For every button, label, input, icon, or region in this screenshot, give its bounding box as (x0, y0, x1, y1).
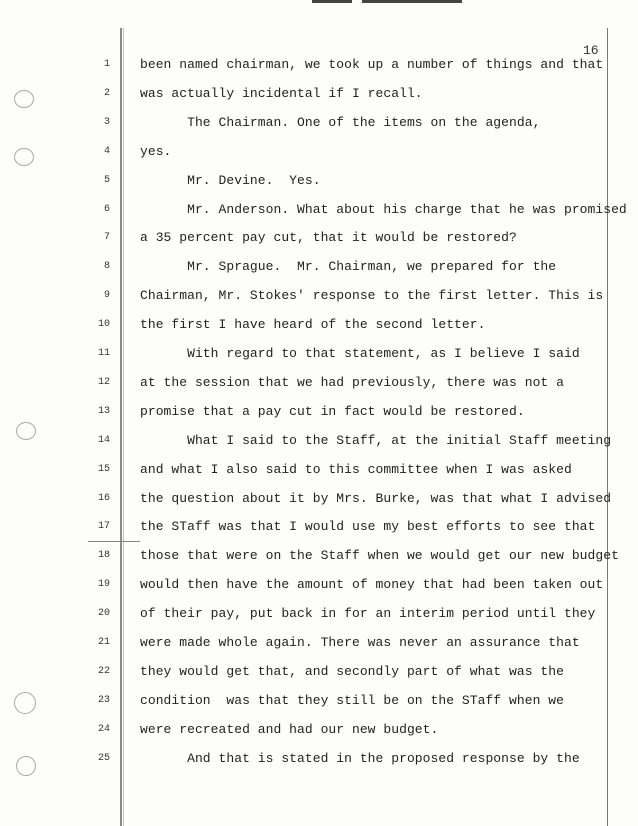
line-number: 16 (97, 492, 110, 504)
transcript-line: Chairman, Mr. Stokes' response to the first letter. This is (140, 288, 604, 304)
left-margin-rule (120, 28, 122, 826)
line-number: 9 (103, 290, 110, 302)
transcript-line: With regard to that statement, as I believe I said (140, 346, 580, 361)
transcript-line: Mr. Devine. Yes. (140, 172, 321, 188)
transcript-line: and what I also said to this committee when I was asked (140, 461, 572, 477)
transcript-line: promise that a pay cut in fact would be restored. (140, 403, 525, 419)
transcript-line: of their pay, put back in for an interim period until they (140, 606, 596, 622)
line-number: 3 (103, 116, 110, 128)
line-number: 13 (97, 405, 110, 417)
transcript-line: they would get that, and secondly part of what was the (140, 663, 564, 679)
transcript-line: Mr. Anderson. What about his charge that he was promised (140, 201, 627, 217)
left-margin-rule-inner (123, 28, 124, 826)
top-edge-mark (312, 0, 352, 3)
transcript-line: the first I have heard of the second letter. (140, 317, 486, 333)
transcript-line: would then have the amount of money that had been taken out (140, 577, 604, 593)
line-number: 11 (97, 348, 110, 359)
binder-hole (14, 90, 34, 108)
transcript-line: at the session that we had previously, there was not a (140, 374, 564, 390)
transcript-line: those that were on the Staff when we would get our new budget (140, 548, 619, 564)
line-17-mark (88, 541, 140, 542)
line-number: 23 (97, 694, 110, 706)
line-number: 24 (97, 723, 110, 735)
line-number: 10 (97, 319, 110, 331)
transcript-line: were recreated and had our new budget. (140, 721, 439, 737)
transcript-line: was actually incidental if I recall. (140, 85, 423, 101)
line-number: 21 (97, 637, 110, 648)
line-number: 1 (103, 59, 110, 70)
line-number: 19 (97, 579, 110, 591)
right-margin-rule (607, 28, 608, 826)
transcript-line: a 35 percent pay cut, that it would be restored? (140, 230, 517, 246)
line-number: 2 (103, 87, 110, 99)
line-number: 4 (103, 145, 110, 157)
binder-hole (14, 692, 36, 714)
binder-hole (14, 148, 34, 166)
line-number: 7 (103, 232, 110, 244)
transcript-line: been named chairman, we took up a number of things and that (140, 57, 604, 72)
line-number: 8 (103, 261, 110, 273)
transcript-line: the question about it by Mrs. Burke, was that what I advised (140, 490, 612, 506)
binder-hole (16, 756, 36, 776)
line-number: 6 (103, 203, 110, 215)
line-number: 18 (97, 550, 110, 562)
line-number: 25 (97, 752, 110, 764)
transcript-line: yes. (140, 143, 172, 159)
top-edge-mark (362, 0, 462, 3)
line-number: 20 (97, 608, 110, 620)
line-number: 22 (97, 665, 110, 677)
line-number: 15 (97, 463, 110, 475)
transcript-line: What I said to the Staff, at the initial Staff meeting (140, 432, 612, 448)
transcript-line: the STaff was that I would use my best efforts to see that (140, 519, 596, 535)
line-number: 14 (97, 434, 110, 446)
transcript-line: condition was that they still be on the STaff when we (140, 692, 564, 708)
line-number: 17 (97, 521, 110, 533)
page-number: 16 (583, 43, 599, 58)
line-number: 12 (97, 376, 110, 388)
line-number: 5 (103, 174, 110, 186)
transcript-line: Mr. Sprague. Mr. Chairman, we prepared for the (140, 259, 557, 275)
transcript-line: were made whole again. There was never an assurance that (140, 635, 580, 650)
transcript-line: And that is stated in the proposed response by the (140, 750, 580, 766)
transcript-line: The Chairman. One of the items on the agenda, (140, 114, 541, 130)
binder-hole (16, 422, 36, 440)
